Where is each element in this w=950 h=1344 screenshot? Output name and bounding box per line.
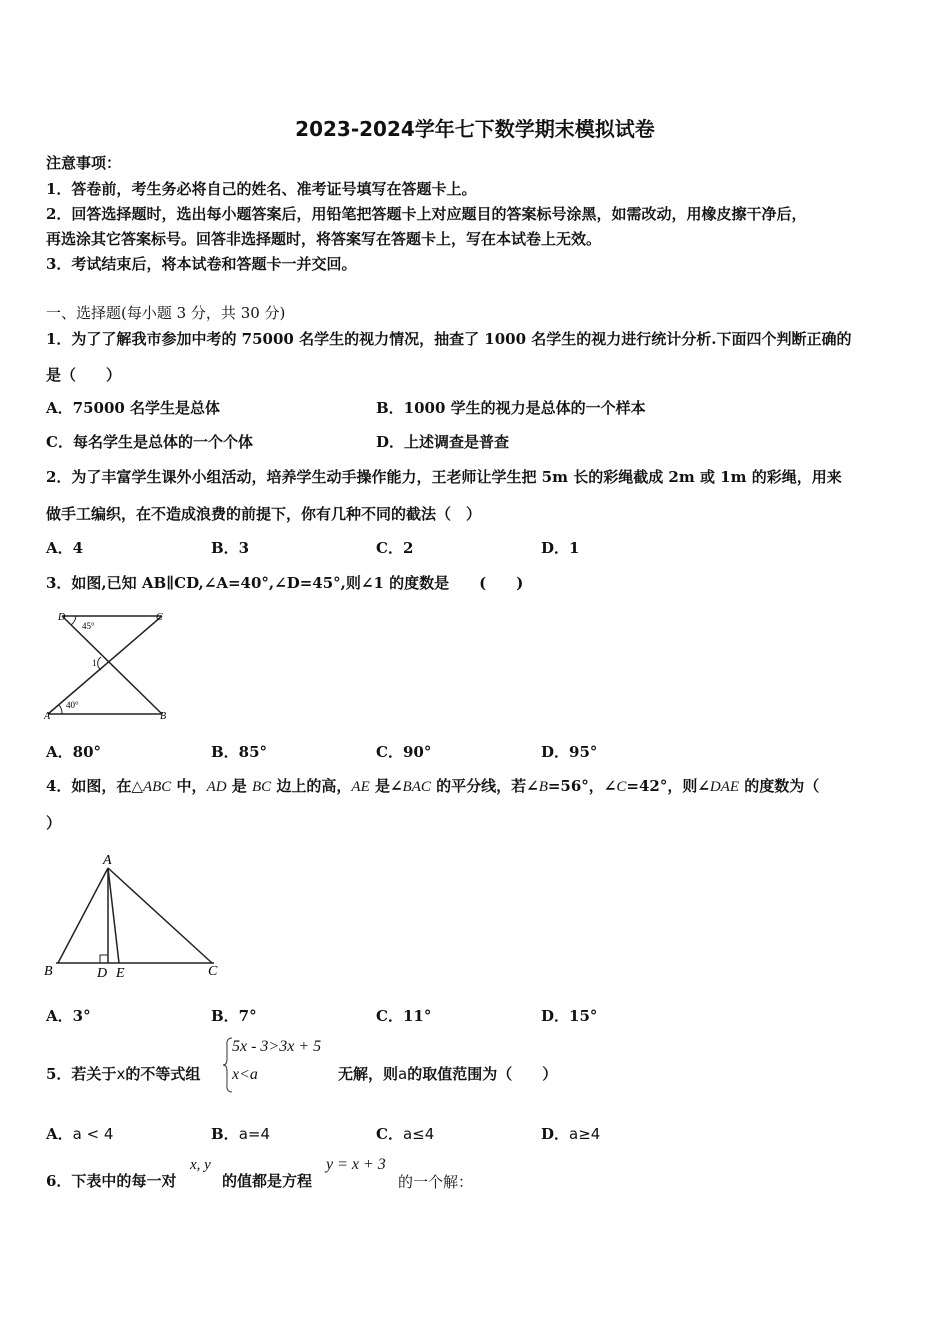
q4-text-part: =42°，则∠ (626, 777, 710, 795)
q5-option-label: D． (541, 1125, 570, 1143)
label-angle-1: 1 (92, 658, 97, 668)
notice-item: 1．答卷前，考生务必将自己的姓名、准考证号填写在答题卡上。 (46, 180, 477, 198)
segment-ac (108, 868, 212, 963)
notice-heading: 注意事项： (46, 154, 122, 172)
q4-math: AD (206, 779, 227, 795)
question-2-text-cont: 做手工编织，在不造成浪费的前提下，你有几种不同的截法（ ） (46, 505, 482, 523)
q2-option-d: D．1 (541, 539, 580, 557)
q4-option-d: D．15° (541, 1007, 598, 1025)
q4-math: AE (351, 779, 370, 795)
q5-text-part: 的不等式组 (125, 1065, 201, 1083)
q5-option-a (46, 1123, 113, 1144)
label-a: A (44, 711, 51, 722)
q4-option-a: A．3° (46, 1007, 91, 1025)
question-3-text: 3．如图,已知 AB∥CD,∠A=40°,∠D=45°,则∠1 的度数是 ( ) (46, 574, 524, 592)
q4-option-c: C．11° (376, 1007, 432, 1025)
q4-text-part: 4．如图，在△ (46, 777, 143, 795)
question-6-text-cont: 的值都是方程 (222, 1172, 313, 1190)
question-4-text (46, 775, 819, 796)
label-d: D (58, 612, 66, 623)
q6-equation: y = x + 3 (326, 1156, 386, 1173)
q3-option-a: A．80° (46, 743, 102, 761)
q5-option-value: a=4 (238, 1125, 270, 1143)
q5-text-part: 无解，则 (338, 1065, 399, 1083)
q4-text-part: 是 (226, 777, 253, 795)
question-5-text-cont (338, 1063, 557, 1084)
label-d: D (97, 966, 108, 980)
q4-text-part: 是∠ (369, 777, 403, 795)
q2-option-c: C．2 (376, 539, 414, 557)
q5-variable: x (116, 1065, 126, 1083)
q4-text-part: 的度数为（ (739, 777, 820, 795)
q5-option-value: a≤4 (402, 1125, 435, 1143)
label-b: B (160, 711, 167, 722)
question-6-text-end: 的一个解： (398, 1173, 474, 1191)
q4-text-part: 的平分线，若∠ (430, 777, 539, 795)
q3-figure (44, 606, 174, 724)
q4-math: C (616, 779, 627, 795)
arc-angle-d (71, 616, 76, 625)
q5-text-part: 的取值范围为（ ） (407, 1065, 558, 1083)
question-1-text: 1．为了了解我市参加中考的 75000 名学生的视力情况，抽查了 1000 名学生的视力进行统计分析.下面四个判断正确的 (46, 330, 852, 348)
q5-option-c (376, 1123, 434, 1144)
label-a: A (103, 853, 112, 868)
label-e: E (116, 966, 125, 980)
label-angle-d: 45° (82, 621, 95, 631)
q5-text-part: 5．若关于 (46, 1065, 117, 1083)
q5-option-d (541, 1123, 600, 1144)
notice-item: 3．考试结束后，将本试卷和答题卡一并交回。 (46, 255, 357, 273)
q3-option-c: C．90° (376, 743, 432, 761)
label-c: C (156, 612, 163, 623)
notice-item: 再选涂其它答案标号。回答非选择题时，将答案写在答题卡上，写在本试卷上无效。 (46, 230, 602, 248)
q1-option-d: D．上述调查是普查 (376, 433, 510, 451)
label-c: C (208, 964, 218, 979)
q5-option-label: A． (46, 1125, 73, 1143)
section-heading: 一、选择题(每小题 3 分，共 30 分) (46, 304, 286, 322)
q2-option-a: A．4 (46, 539, 84, 557)
q5-option-value: a < 4 (72, 1125, 114, 1143)
q5-variable: a (398, 1065, 408, 1083)
q5-option-b (211, 1123, 270, 1144)
question-4-text-cont: ） (46, 814, 62, 832)
q5-option-label: B． (211, 1125, 239, 1143)
arc-angle-a (59, 705, 62, 714)
q4-option-b: B．7° (211, 1007, 257, 1025)
q2-option-b: B．3 (211, 539, 250, 557)
question-2-text: 2．为了丰富学生课外小组活动，培养学生动手操作能力，王老师让学生把 5m 长的彩绳截成 2m 或 1m 的彩绳，用来 (46, 468, 842, 486)
segment-ab (58, 868, 108, 963)
q1-option-a: A．75000 名学生是总体 (46, 399, 221, 417)
q5-inequality-2: x<a (232, 1066, 258, 1083)
segment-ae (108, 868, 119, 963)
question-6-text: 6．下表中的每一对 (46, 1172, 177, 1190)
q1-option-b: B．1000 学生的视力是总体的一个样本 (376, 399, 646, 417)
question-1-text-cont: 是（ ） (46, 366, 122, 384)
q4-figure (42, 850, 232, 980)
q4-math: DAE (709, 779, 740, 795)
question-5-text (46, 1063, 200, 1084)
q6-variables: x, y (190, 1157, 211, 1173)
q4-text-part: 边上的高， (271, 777, 352, 795)
q4-math: BC (252, 779, 272, 795)
q5-option-label: C． (376, 1125, 403, 1143)
q5-inequality-1: 5x - 3>3x + 5 (232, 1038, 322, 1055)
q3-option-d: D．95° (541, 743, 598, 761)
q4-math: B (538, 779, 548, 795)
q1-option-c: C．每名学生是总体的一个个体 (46, 433, 253, 451)
q4-math: BAC (402, 779, 431, 795)
label-angle-a: 40° (66, 700, 79, 710)
notice-item: 2．回答选择题时，选出每小题答案后，用铅笔把答题卡上对应题目的答案标号涂黑，如需改动，用橡皮擦干净后， (46, 205, 807, 223)
q3-option-b: B．85° (211, 743, 268, 761)
right-angle-mark (100, 955, 108, 963)
q4-text-part: =56°，∠ (547, 777, 617, 795)
q4-text-part: 中， (171, 777, 207, 795)
q5-option-value: a≥4 (569, 1125, 601, 1143)
q4-math: ABC (142, 779, 172, 795)
page-title: 2023-2024学年七下数学期末模拟试卷 (295, 117, 655, 141)
label-b: B (44, 964, 53, 979)
